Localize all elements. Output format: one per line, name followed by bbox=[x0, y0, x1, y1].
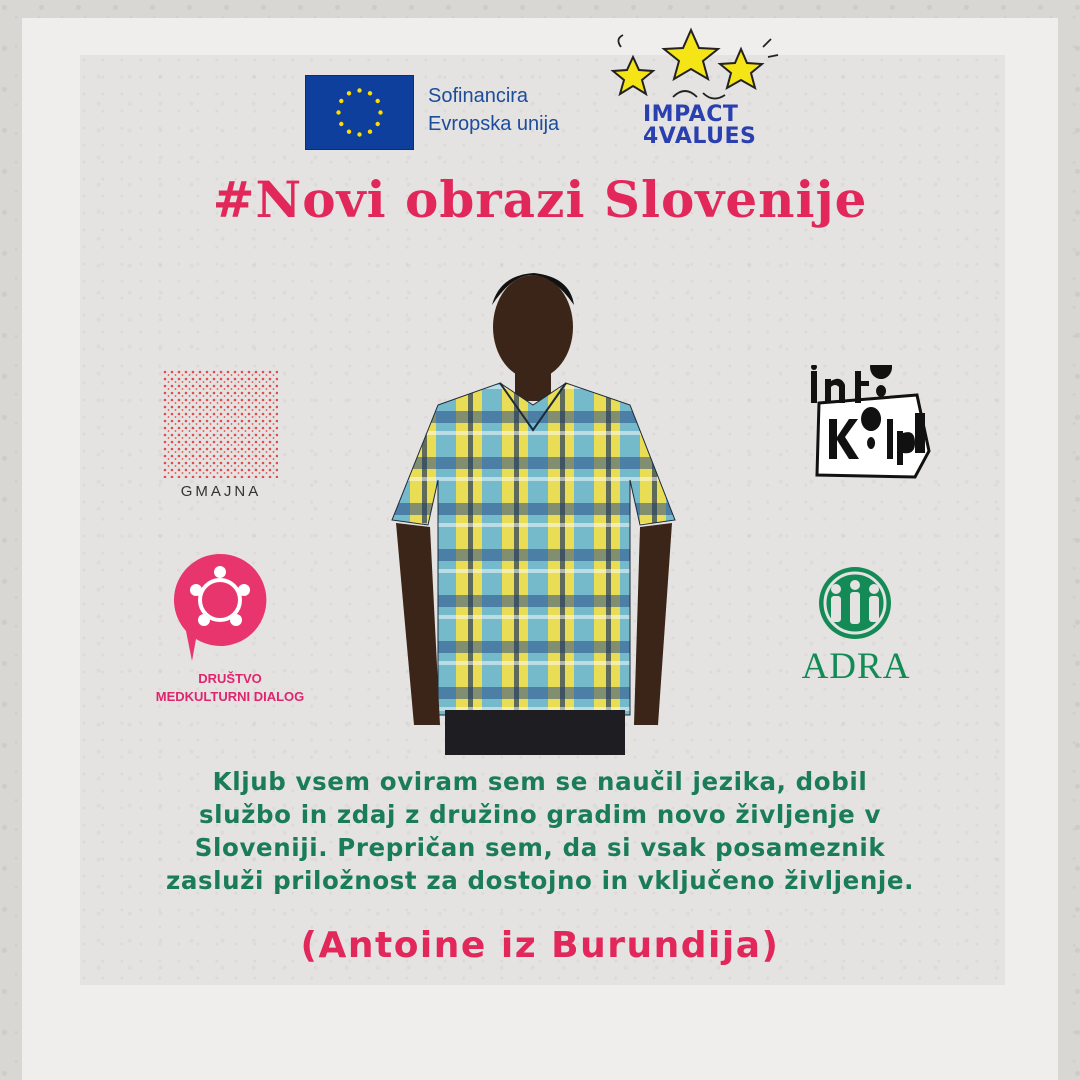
page-title: #Novi obrazi Slovenije bbox=[212, 170, 868, 229]
eu-line-2: Evropska unija bbox=[428, 113, 560, 135]
drustvo-line-2: MEDKULTURNI DIALOG bbox=[155, 689, 305, 704]
impact-line-1: IMPACT bbox=[643, 102, 739, 127]
eu-line-1: Sofinancira bbox=[428, 85, 529, 107]
adra-people-icon bbox=[800, 565, 910, 640]
gmajna-label: GMAJNA bbox=[180, 483, 262, 500]
drustvo-line-1: DRUŠTVO bbox=[198, 671, 262, 686]
quote-line-4: zasluži priložnost za dostojno in vključeno življenje. bbox=[165, 866, 915, 895]
impact-values-text bbox=[643, 104, 756, 148]
eu-cofunding-text bbox=[428, 82, 559, 138]
adra-label: ADRA bbox=[801, 646, 911, 687]
quote-line-3: Sloveniji. Prepričan sem, da si vsak posameznik bbox=[194, 833, 886, 862]
drustvo-label bbox=[150, 670, 310, 706]
impact-line-2: 4VALUES bbox=[643, 124, 757, 149]
quote-line-2: službo in zdaj z družino gradim novo življenje v bbox=[198, 800, 882, 829]
author-caption: (Antoine iz Burundija) bbox=[300, 925, 780, 966]
info-kolpa-logo bbox=[797, 365, 937, 495]
portrait-photo bbox=[390, 255, 680, 755]
quote-line-1: Kljub vsem oviram sem se naučil jezika, dobil bbox=[212, 767, 868, 796]
people-circle-icon bbox=[170, 550, 270, 665]
gmajna-dots-icon bbox=[163, 370, 278, 478]
eu-flag-icon bbox=[305, 75, 414, 150]
quote-text bbox=[95, 765, 985, 897]
